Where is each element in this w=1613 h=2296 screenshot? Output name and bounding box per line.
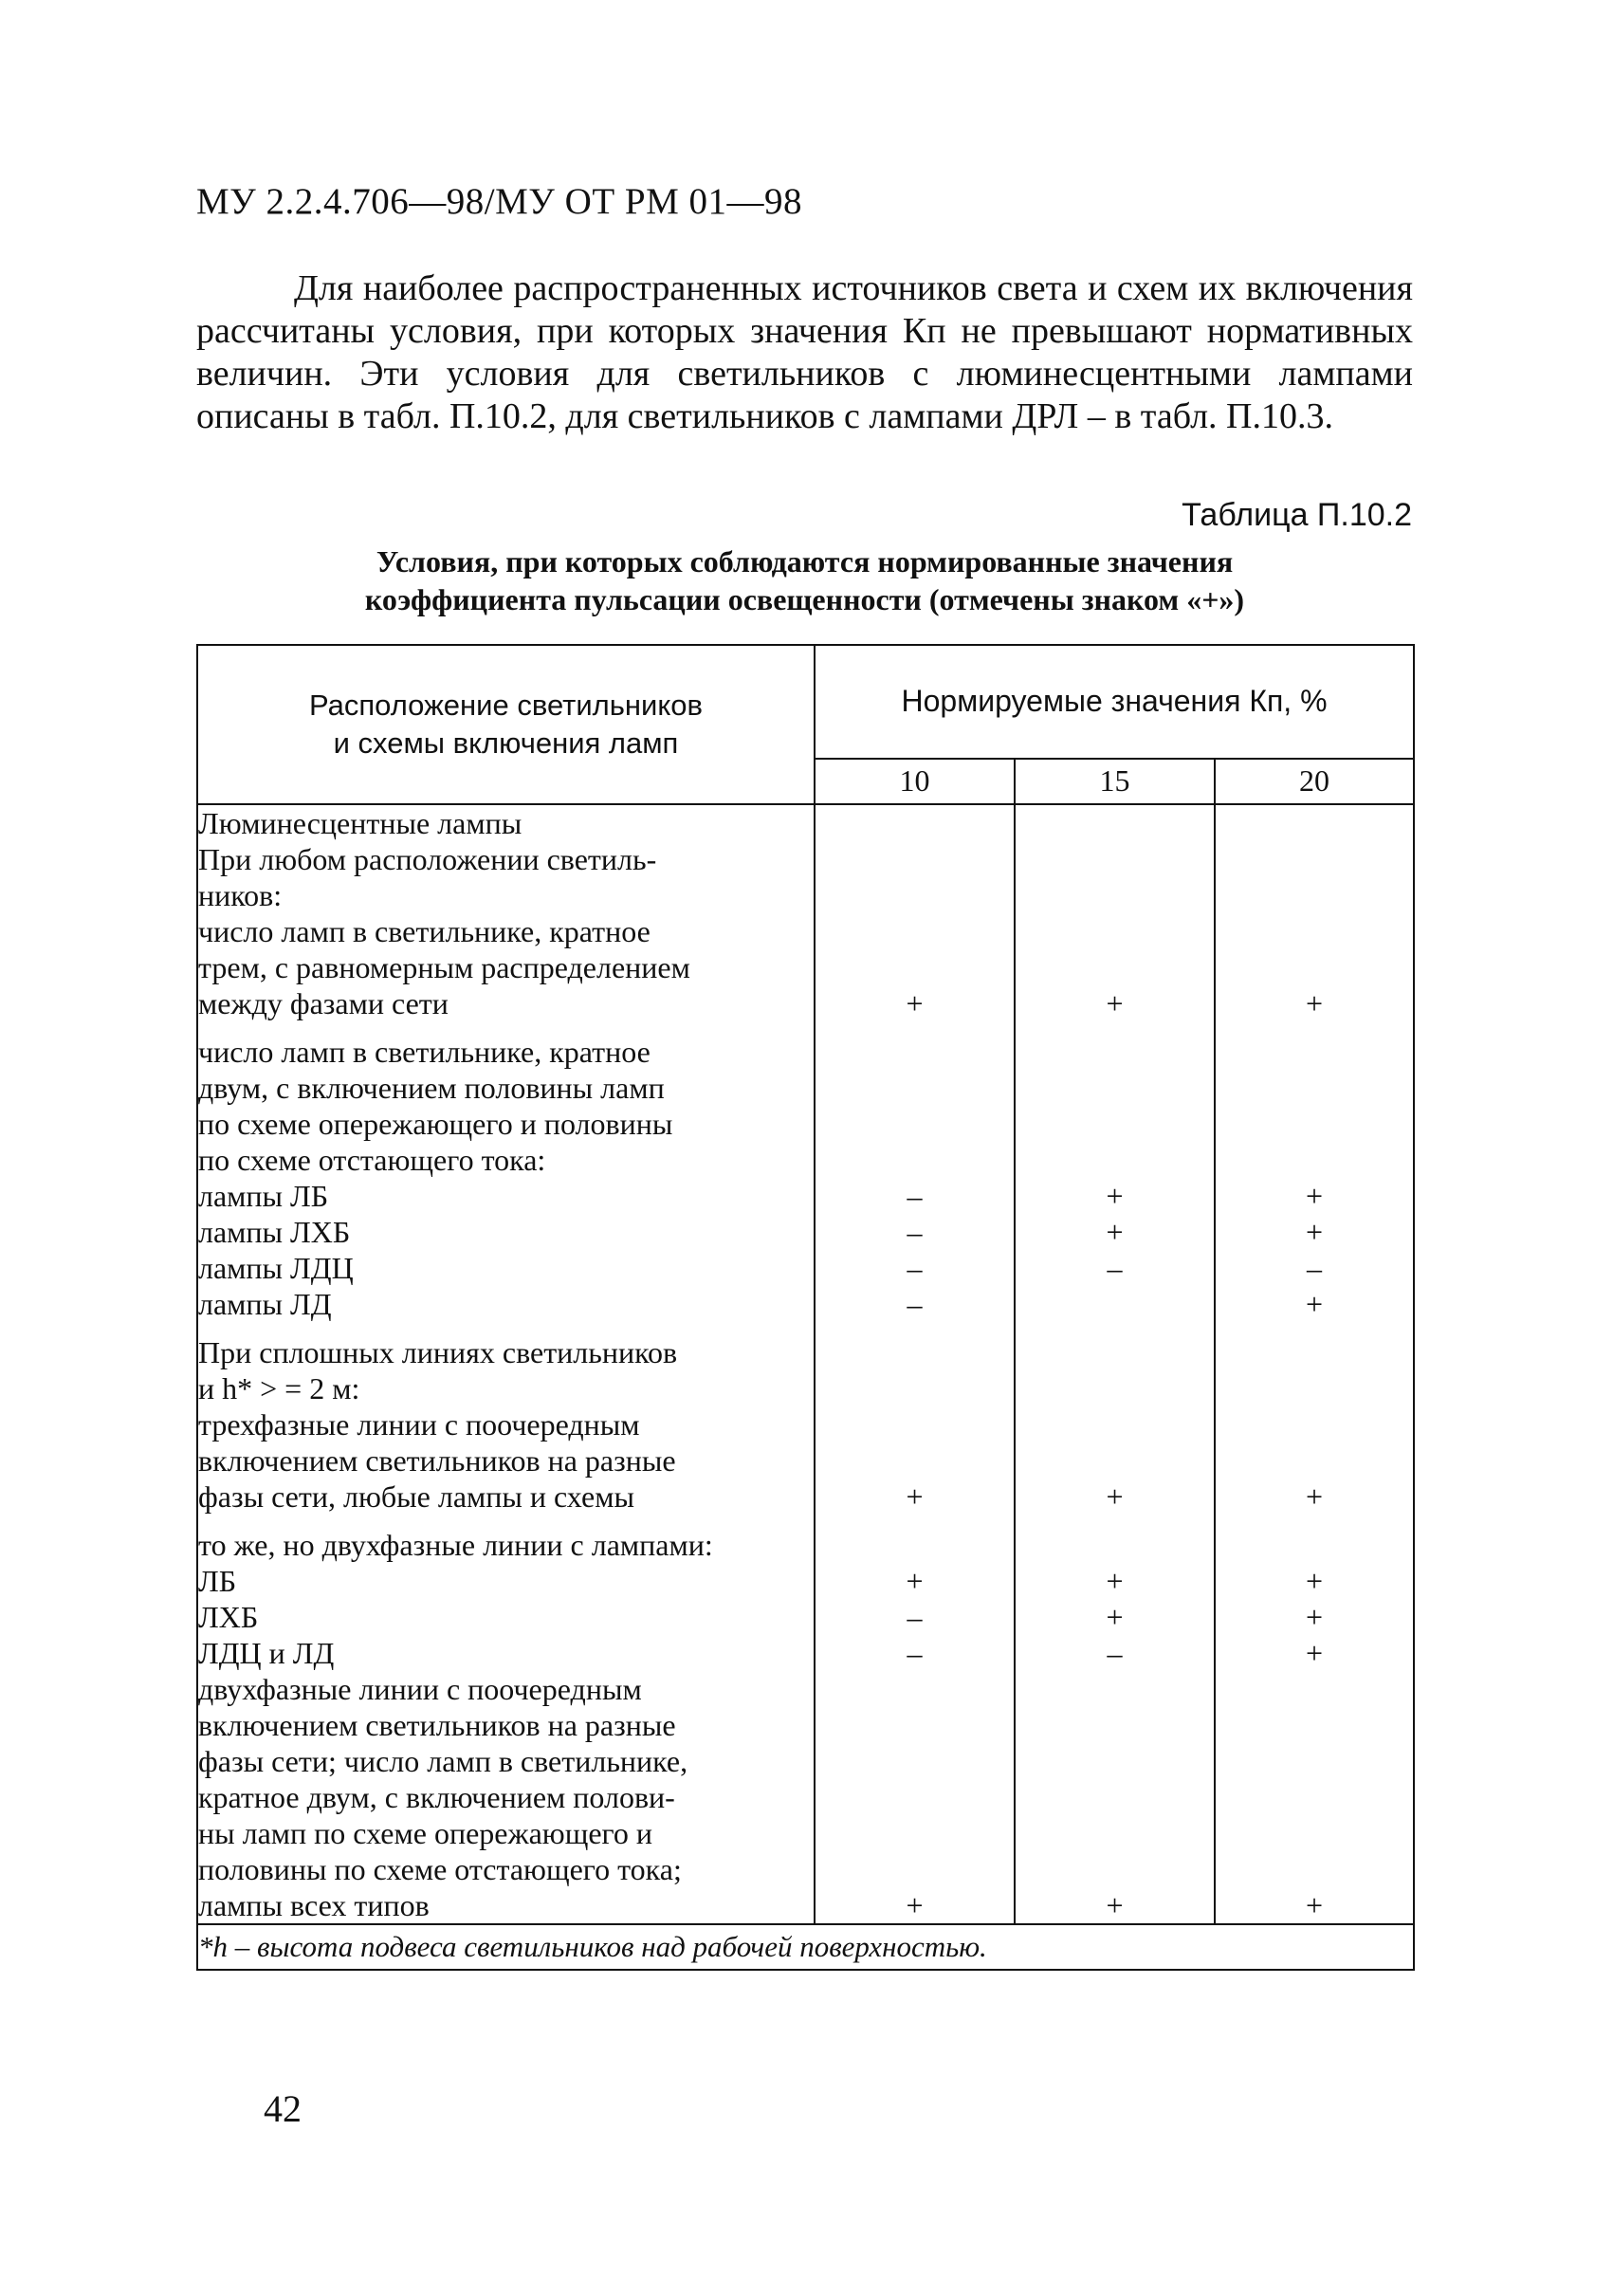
column-header-15: 15	[1015, 759, 1215, 804]
value-mark: –	[907, 1215, 923, 1249]
value-mark: +	[906, 1888, 924, 1922]
value-mark	[1216, 1406, 1413, 1442]
values-column-15	[1015, 804, 1215, 1924]
row-gap	[816, 1322, 1014, 1334]
values-column-10	[815, 804, 1015, 1924]
table-title	[196, 542, 1413, 618]
value-mark: +	[906, 1564, 924, 1598]
value-mark: +	[1305, 1600, 1324, 1634]
value-mark: +	[1106, 1600, 1124, 1634]
condition-line: При сплошных линиях светильников	[198, 1335, 678, 1369]
condition-line: половины по схеме отстающего тока;	[198, 1852, 682, 1886]
header-norm-values: Нормируемые значения Кп, %	[815, 645, 1414, 759]
value-mark	[816, 949, 1014, 985]
value-mark	[1016, 1142, 1214, 1178]
value-mark	[1016, 1370, 1214, 1406]
condition-line: и h* > = 2 м:	[198, 1371, 360, 1405]
condition-line: ЛБ	[198, 1564, 237, 1598]
value-mark: +	[1106, 1888, 1124, 1922]
condition-line: по схеме отстающего тока:	[198, 1143, 546, 1177]
value-mark: –	[1107, 1251, 1123, 1285]
row-gap	[198, 1322, 814, 1334]
value-mark: –	[907, 1287, 923, 1321]
table-caption: Таблица П.10.2	[1182, 497, 1412, 533]
condition-line: двум, с включением половины ламп	[198, 1071, 665, 1105]
value-mark	[816, 1406, 1014, 1442]
condition-line: ников:	[198, 878, 283, 912]
value-mark	[1216, 877, 1413, 913]
value-mark	[1016, 1815, 1214, 1851]
condition-line: ны ламп по схеме опережающего и	[198, 1816, 652, 1850]
value-mark	[1016, 1034, 1214, 1070]
value-mark	[1216, 1370, 1413, 1406]
row-gap	[198, 1515, 814, 1527]
value-mark	[1016, 1851, 1214, 1887]
document-header: МУ 2.2.4.706—98/МУ ОТ РМ 01—98	[196, 181, 803, 222]
value-mark: +	[1305, 1479, 1324, 1514]
value-mark: +	[1106, 1179, 1124, 1213]
header-description-line: и схемы включения ламп	[333, 726, 679, 760]
row-gap	[816, 1515, 1014, 1527]
value-mark	[816, 805, 1014, 841]
value-mark: +	[1106, 1479, 1124, 1514]
condition-line: ЛДЦ и ЛД	[198, 1636, 335, 1670]
value-mark: +	[1305, 1287, 1324, 1321]
value-mark	[816, 1070, 1014, 1106]
condition-line: ЛХБ	[198, 1600, 259, 1634]
condition-line: фазы сети, любые лампы и схемы	[198, 1479, 634, 1514]
value-mark	[816, 1779, 1014, 1815]
row-gap	[1016, 1322, 1214, 1334]
value-mark	[1016, 1406, 1214, 1442]
value-mark	[1016, 1779, 1214, 1815]
condition-line: Люминесцентные лампы	[198, 806, 522, 840]
value-mark	[1016, 1070, 1214, 1106]
value-mark	[1216, 1815, 1413, 1851]
column-header-20: 20	[1215, 759, 1414, 804]
value-mark	[816, 1142, 1014, 1178]
value-mark	[816, 1815, 1014, 1851]
value-mark	[1216, 1442, 1413, 1479]
condition-line: по схеме опережающего и половины	[198, 1107, 673, 1141]
value-mark	[816, 1106, 1014, 1142]
value-mark	[1216, 805, 1413, 841]
condition-line: то же, но двухфазные линии с лампами:	[198, 1528, 713, 1562]
condition-line: включением светильников на разные	[198, 1708, 676, 1742]
condition-line: число ламп в светильнике, кратное	[198, 914, 651, 948]
value-mark	[1216, 1707, 1413, 1743]
value-mark	[1016, 949, 1214, 985]
value-mark	[1216, 1671, 1413, 1707]
values-column-20	[1215, 804, 1414, 1924]
value-mark: +	[1305, 1888, 1324, 1922]
value-mark	[816, 1442, 1014, 1479]
value-mark	[1016, 913, 1214, 949]
value-mark	[1016, 805, 1214, 841]
value-mark	[816, 1370, 1014, 1406]
value-mark: +	[1305, 1179, 1324, 1213]
condition-line: лампы ЛД	[198, 1287, 332, 1321]
value-mark	[816, 1034, 1014, 1070]
condition-line: лампы ЛДЦ	[198, 1251, 354, 1285]
header-description-line: Расположение светильников	[309, 689, 703, 722]
value-mark	[816, 1527, 1014, 1563]
value-mark: +	[906, 1479, 924, 1514]
value-mark	[1216, 1527, 1413, 1563]
header-description	[197, 645, 815, 804]
value-mark	[1216, 1034, 1413, 1070]
value-mark	[1216, 1334, 1413, 1370]
value-mark	[1216, 1142, 1413, 1178]
value-mark	[816, 1707, 1014, 1743]
condition-line: лампы всех типов	[198, 1888, 430, 1922]
value-mark: +	[1106, 1564, 1124, 1598]
value-mark: +	[1305, 1636, 1324, 1670]
value-mark	[1216, 949, 1413, 985]
row-gap	[816, 1021, 1014, 1034]
condition-line: кратное двум, с включением полови-	[198, 1780, 675, 1814]
condition-line: При любом расположении светиль-	[198, 842, 657, 876]
condition-line: трехфазные линии с поочередным	[198, 1407, 640, 1442]
value-mark	[816, 913, 1014, 949]
value-mark	[1016, 1334, 1214, 1370]
value-mark	[1216, 1851, 1413, 1887]
value-mark	[816, 877, 1014, 913]
condition-line: число ламп в светильнике, кратное	[198, 1035, 651, 1069]
value-mark: +	[1305, 986, 1324, 1020]
condition-line: лампы ЛХБ	[198, 1215, 351, 1249]
value-mark	[1016, 877, 1214, 913]
value-mark	[1016, 1442, 1214, 1479]
value-mark: –	[1307, 1251, 1323, 1285]
value-mark	[1216, 1779, 1413, 1815]
value-mark	[816, 1334, 1014, 1370]
value-mark	[1016, 1743, 1214, 1779]
value-mark	[1016, 1707, 1214, 1743]
value-mark: –	[907, 1600, 923, 1634]
condition-line: двухфазные линии с поочередным	[198, 1672, 642, 1706]
value-mark	[816, 1671, 1014, 1707]
table-footnote: *h – высота подвеса светильников над рабочей поверхностью.	[197, 1924, 1414, 1970]
conditions-column	[197, 804, 815, 1924]
row-gap	[198, 1021, 814, 1034]
value-mark: –	[907, 1251, 923, 1285]
value-mark: +	[1106, 986, 1124, 1020]
value-mark	[1016, 841, 1214, 877]
condition-line: трем, с равномерным распределением	[198, 950, 690, 984]
row-gap	[1216, 1322, 1413, 1334]
table-title-line: Условия, при которых соблюдаются нормированные значения	[376, 544, 1234, 579]
row-gap	[1216, 1515, 1413, 1527]
value-mark	[1016, 1671, 1214, 1707]
condition-line: включением светильников на разные	[198, 1443, 676, 1478]
row-gap	[1016, 1515, 1214, 1527]
table-title-line: коэффициента пульсации освещенности (отмечены знаком «+»)	[364, 582, 1245, 616]
column-header-10: 10	[815, 759, 1015, 804]
condition-line: лампы ЛБ	[198, 1179, 329, 1213]
value-mark: +	[906, 986, 924, 1020]
value-mark	[1216, 1743, 1413, 1779]
intro-paragraph: Для наиболее распространенных источников света и схем их включения рассчитаны условия, при которых значения Кп не превышают нормативных величин. Эти условия для светильников с люминесцентными лампами описаны в табл. П.10.2, для светильников с лампами ДРЛ – в табл. П.10.3.	[196, 268, 1413, 436]
value-mark	[1216, 913, 1413, 949]
value-mark	[1016, 1527, 1214, 1563]
value-mark: +	[1305, 1564, 1324, 1598]
condition-line: между фазами сети	[198, 986, 449, 1020]
value-mark	[816, 1851, 1014, 1887]
value-mark	[1016, 1106, 1214, 1142]
value-mark	[1216, 1070, 1413, 1106]
value-mark: –	[1107, 1636, 1123, 1670]
value-mark: –	[907, 1636, 923, 1670]
row-gap	[1216, 1021, 1413, 1034]
value-mark: –	[907, 1179, 923, 1213]
value-mark	[1216, 841, 1413, 877]
row-gap	[1016, 1021, 1214, 1034]
condition-line: фазы сети; число ламп в светильнике,	[198, 1744, 688, 1778]
value-mark: +	[1305, 1215, 1324, 1249]
value-mark: +	[1106, 1215, 1124, 1249]
value-mark	[816, 1743, 1014, 1779]
conditions-table	[196, 644, 1415, 1971]
value-mark	[816, 841, 1014, 877]
value-mark	[1016, 1286, 1214, 1322]
value-mark	[1216, 1106, 1413, 1142]
page-number: 42	[264, 2087, 302, 2130]
